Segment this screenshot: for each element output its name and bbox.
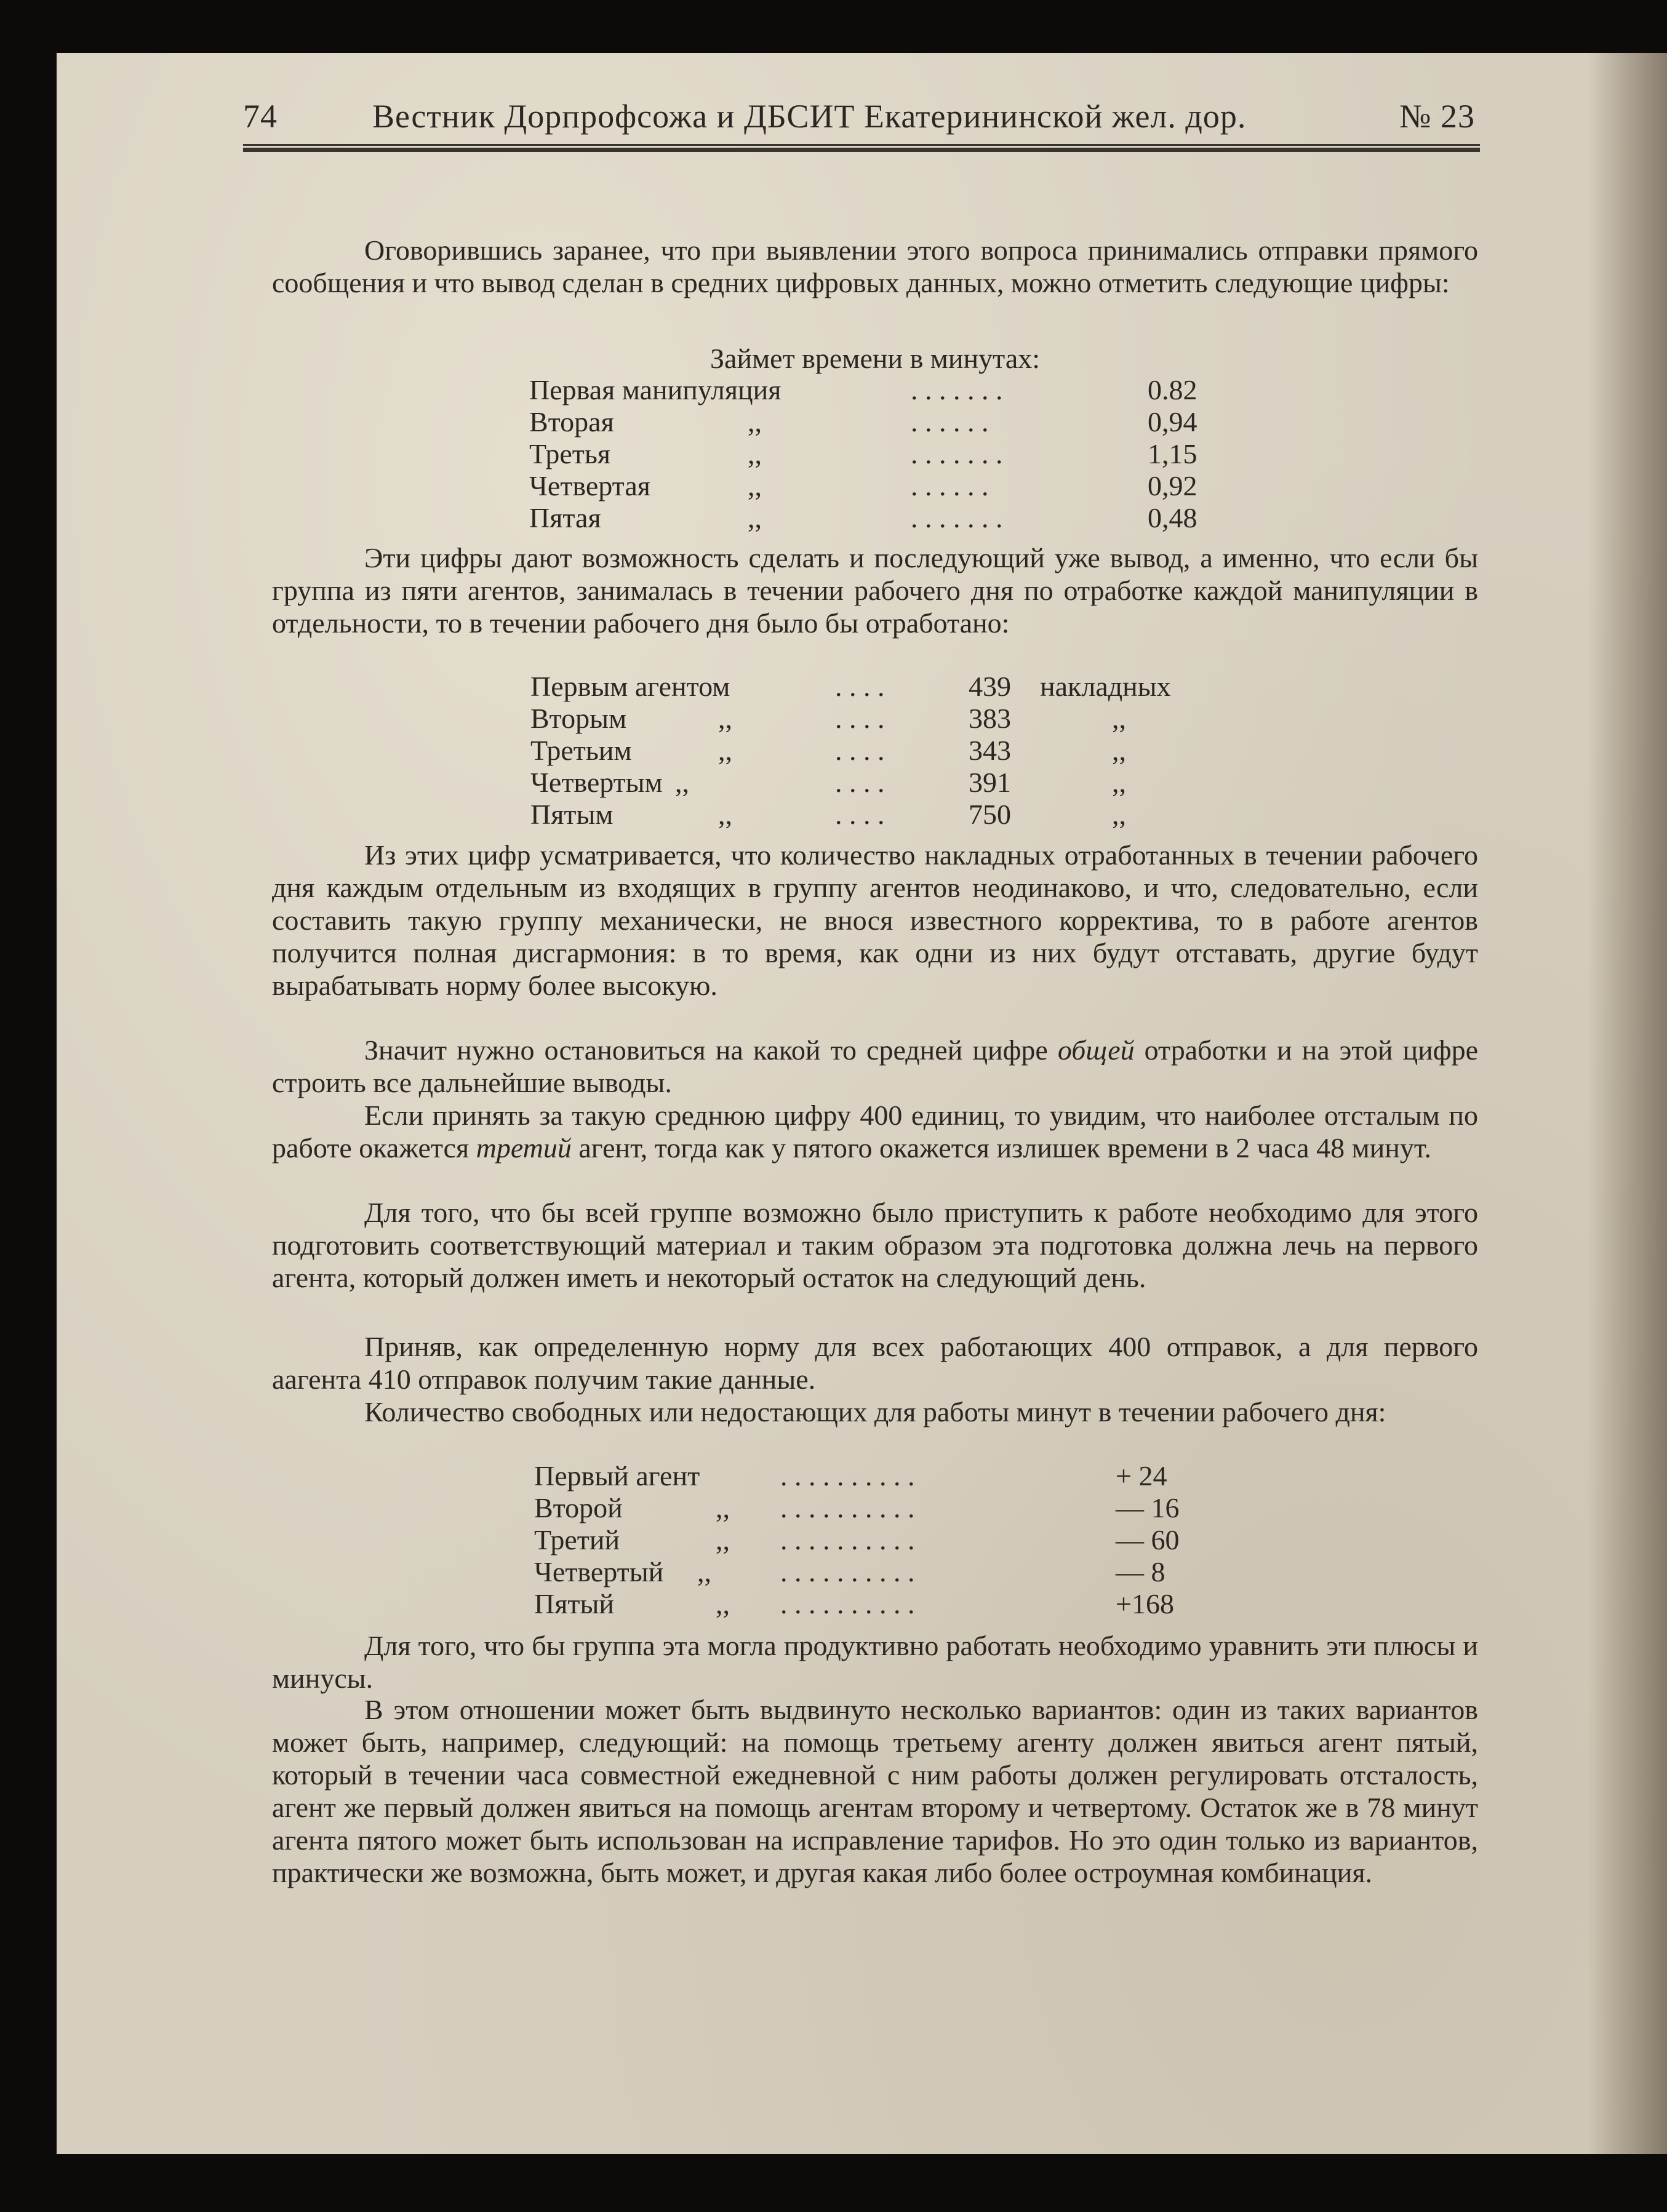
leader-dots: . . . . (835, 767, 885, 798)
waybill-row-label: Вторым (530, 703, 627, 734)
paragraph-5-text: Если принять за такую среднюю цифру 400 единиц, то увидим, что наиболее отсталым по работе окажется (272, 1100, 1478, 1164)
minutes-row (534, 1492, 1242, 1524)
ditto-mark: ,, (697, 1556, 711, 1587)
paragraph-4 (272, 1034, 1478, 1099)
minutes-row-label: Третий (534, 1524, 620, 1555)
binding-shadow (1587, 53, 1667, 2154)
running-header (243, 91, 1480, 140)
ditto-mark: ,, (718, 735, 732, 766)
waybill-row-value: 343 (969, 735, 1011, 766)
leader-dots: . . . . (835, 799, 885, 830)
page-number: 74 (243, 98, 278, 135)
paragraph-intro: Оговорившись заранее, что при выявлении этого вопроса принимались отправки прямого сообщения и что вывод сделан в средних цифровых данных, можно отметить следующие цифры: (272, 234, 1478, 298)
paragraph-6: Для того, что бы всей группе возможно было приступить к работе необходимо для этого подготовить соответствующий материал и таким образом эта подготовка должна лечь на первого агента, который должен иметь и некоторый остаток на следующий день. (272, 1197, 1478, 1293)
time-row (529, 470, 1231, 502)
waybill-row-unit: ,, (1112, 703, 1126, 734)
emphasis: третий (476, 1132, 572, 1164)
waybill-row-label: Третьим (530, 735, 632, 766)
waybill-row-label: Пятым (530, 799, 614, 830)
paragraph-9: Для того, что бы группа эта могла продуктивно работать необходимо уравнить эти плюсы и минусы. (272, 1630, 1478, 1694)
minutes-row-label: Первый агент (534, 1460, 700, 1491)
leader-dots: . . . . . . (911, 406, 989, 437)
waybill-row (530, 703, 1244, 735)
time-row (529, 438, 1231, 470)
minutes-row-value: +168 (1116, 1588, 1174, 1619)
waybill-row-value: 750 (969, 799, 1011, 830)
time-row-value: 0,94 (1148, 406, 1197, 437)
leader-dots: . . . . (835, 735, 885, 766)
paragraph-4-text: отработки и на этой цифре строить все дальнейшие выводы. (272, 1034, 1478, 1098)
leader-dots: . . . . (835, 703, 885, 734)
waybill-row-label: Четвертым (530, 767, 663, 798)
time-table (529, 374, 1231, 534)
ditto-mark: ,, (748, 406, 762, 437)
minutes-row-value: — 16 (1116, 1492, 1180, 1523)
leader-dots: . . . . . . . . . . (780, 1556, 915, 1587)
waybill-row-unit: ,, (1112, 767, 1126, 798)
paragraph-8: Количество свободных или недостающих для работы минут в течении рабочего дня: (364, 1396, 1386, 1427)
paragraph-7: Приняв, как определенную норму для всех работающих 400 отправок, а для первого аагента 410 отправок получим такие данные. (272, 1331, 1478, 1395)
waybill-row-unit: накладных (1040, 671, 1171, 702)
time-row (529, 406, 1231, 438)
minutes-row-value: — 8 (1116, 1556, 1165, 1587)
waybill-row-value: 439 (969, 671, 1011, 702)
time-row (529, 502, 1231, 534)
time-row-value: 0,92 (1148, 470, 1197, 501)
ditto-mark: ,, (718, 703, 732, 734)
paragraph-4-text: Значит нужно остановиться на какой то средней цифре (364, 1034, 1058, 1066)
ditto-mark: ,, (716, 1492, 730, 1523)
time-row-label: Третья (529, 438, 611, 469)
leader-dots: . . . . . . (911, 470, 989, 501)
paragraph-10: В этом отношении может быть выдвинуто несколько вариантов: один из таких вариантов может быть, например, следующий: на помощь третьему агенту должен явиться агент пятый, который в течении часа совместной ежедневной с ним работы должен регулировать отсталость, агент же первый должен явиться на помощь агентам второму и четвертому. Остаток же в 78 минут агента пятого может быть использован на исправление тарифов. Но это один только из вариантов, практически же возможна, быть может, и другая какая либо более остроумная комбинация. (272, 1694, 1478, 1888)
waybill-row (530, 671, 1244, 703)
leader-dots: . . . . . . . . . . (780, 1588, 915, 1619)
waybill-row (530, 767, 1244, 799)
leader-dots: . . . . . . . (911, 438, 1003, 469)
paragraph-5-text: агент, тогда как у пятого окажется излишек времени в 2 часа 48 минут. (571, 1132, 1432, 1164)
leader-dots: . . . . . . . (911, 502, 1003, 533)
time-row (529, 374, 1231, 406)
ditto-mark: ,, (716, 1524, 730, 1555)
ditto-mark: ,, (748, 470, 762, 501)
minutes-row-label: Четвертый (534, 1556, 664, 1587)
time-row-label: Первая манипуляция (529, 374, 782, 405)
minutes-row-label: Пятый (534, 1588, 615, 1619)
leader-dots: . . . . . . . . . . (780, 1524, 915, 1555)
time-row-value: 0.82 (1148, 374, 1197, 405)
minutes-row (534, 1524, 1242, 1556)
issue-number: № 23 (1399, 98, 1475, 135)
ditto-mark: ,, (716, 1588, 730, 1619)
header-rule (243, 144, 1480, 152)
journal-title: Вестник Дорпрофсожа и ДБСИТ Екатерининской жел. дор. (372, 98, 1247, 135)
waybill-row-unit: ,, (1112, 799, 1126, 830)
leader-dots: . . . . (835, 671, 885, 702)
minutes-row-label: Второй (534, 1492, 623, 1523)
waybill-row (530, 735, 1244, 767)
time-row-label: Четвертая (529, 470, 650, 501)
leader-dots: . . . . . . . . . . (780, 1460, 915, 1491)
paragraph-3: Из этих цифр усматривается, что количество накладных отработанных в течении рабочего дня каждым отдельным из входящих в группу агентов неодинаково, и что, следовательно, если составить такую группу механически, не внося известного корректива, то в работе агентов получится полная дисгармония: в то время, как одни из них будут отставать, другие будут вырабатывать норму более высокую. (272, 839, 1478, 1001)
emphasis: общей (1057, 1034, 1135, 1066)
minutes-table (534, 1460, 1242, 1620)
time-row-value: 0,48 (1148, 502, 1197, 533)
time-table-caption: Займет времени в минутах: (710, 343, 1041, 374)
leader-dots: . . . . . . . (911, 374, 1003, 405)
paragraph-2: Эти цифры дают возможность сделать и последующий уже вывод, а именно, что если бы группа из пяти агентов, занималась в течении рабочего дня по отработке каждой манипуляции в отдельности, то в течении рабочего дня было бы отработано: (272, 542, 1478, 639)
minutes-row-value: — 60 (1116, 1524, 1180, 1555)
ditto-mark: ,, (748, 438, 762, 469)
minutes-row (534, 1556, 1242, 1588)
ditto-mark: ,, (675, 767, 689, 798)
time-row-label: Вторая (529, 406, 614, 437)
waybill-row-value: 391 (969, 767, 1011, 798)
waybill-row-unit: ,, (1112, 735, 1126, 766)
minutes-row (534, 1588, 1242, 1620)
ditto-mark: ,, (718, 799, 732, 830)
waybill-row (530, 799, 1244, 831)
paragraph-5 (272, 1099, 1478, 1164)
time-row-value: 1,15 (1148, 438, 1197, 469)
waybill-row-value: 383 (969, 703, 1011, 734)
ditto-mark: ,, (748, 502, 762, 533)
waybill-row-label: Первым агентом (530, 671, 730, 702)
waybill-table (530, 671, 1244, 831)
time-row-label: Пятая (529, 502, 601, 533)
minutes-row (534, 1460, 1242, 1492)
minutes-row-value: + 24 (1116, 1460, 1167, 1491)
leader-dots: . . . . . . . . . . (780, 1492, 915, 1523)
